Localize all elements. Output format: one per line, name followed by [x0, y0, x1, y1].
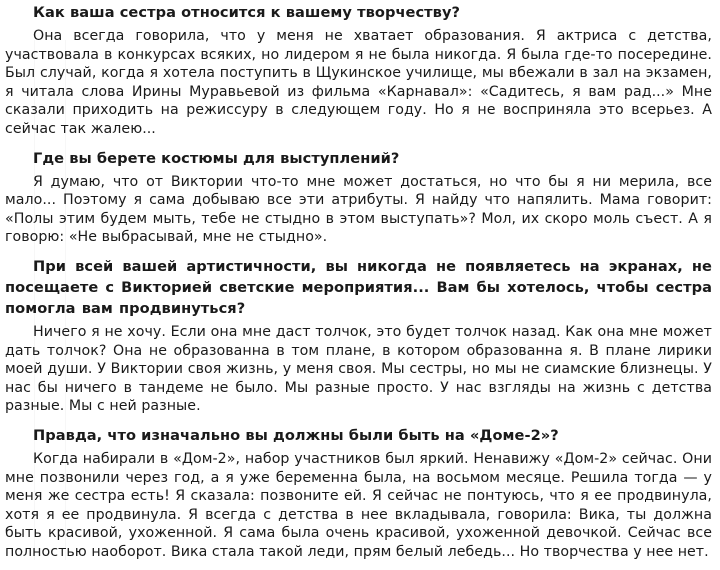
answer-3: Ничего я не хочу. Если она мне даст толчок, это будет толчок назад. Как она мне может дать толчок? Она не образованна в том плане, в котором образованна я. В плане лирики моей души. У Виктории своя жизнь, у меня своя. Мы сестры, но мы не сиамские близнецы. У нас бы ничего в тандеме не было. Мы разные просто. У нас взгляды на жизнь с детства разные. Мы с ней разные. [5, 323, 712, 415]
question-3: При всей вашей артистичности, вы никогда не появляетесь на экранах, не посещаете с Викторией светские мероприятия... Вам бы хотелось, чтобы сестра помогла вам продвинуться? [5, 257, 712, 317]
question-1: Как ваша сестра относится к вашему творчеству? [33, 4, 461, 21]
article [5, 2, 712, 570]
question-2: Где вы берете костюмы для выступлений? [33, 149, 400, 167]
answer-1: Она всегда говорила, что у меня не хватает образования. Я актриса с детства, участвовала в конкурсах всяких, но лидером я не была никогда. Я была где-то посередине. Был случай, когда я хотела поступить в Щукинское училище, мы вбежали в зал на экзамен, я читала слова Ирины Муравьевой из фильма «Карнавал»: «Садитесь, я вам рад...» Мне сказали приходить на режиссуру в следующем году. Но я не восприняла это всерьез. А сейчас так жалею... [5, 28, 712, 137]
answer-2: Я думаю, что от Виктории что-то мне может достаться, но что бы я ни мерила, все мало... Поэтому я сама добываю все эти атрибуты. Я найду что напялить. Мама говорит: «Полы этим будем мыть, тебе не стыдно в этом выступать»? Мол, их скоро моль съест. А я говорю: «Не выбрасывай, мне не стыдно». [5, 173, 712, 246]
answer-4: Когда набирали в «Дом-2», набор участников был яркий. Ненавижу «Дом-2» сейчас. Они мне позвонили через год, а я уже беременна была, на восьмом месяце. Решила тогда — у меня же сестра есть! Я сказала: позвоните ей. Я сейчас не понтуюсь, что я ее продвинула, хотя я ее продвинула. Я всегда с детства в нее вкладывала, говорила: Вика, ты должна быть красивой, ухоженной. Я сама была очень красивой, ухоженной девочкой. Сейчас все полностью наоборот. Вика стала такой леди, прям белый лебедь... Но творчества у нее нет. [5, 450, 712, 560]
question-4: Правда, что изначально вы должны были быть на «Доме-2»? [33, 426, 559, 444]
